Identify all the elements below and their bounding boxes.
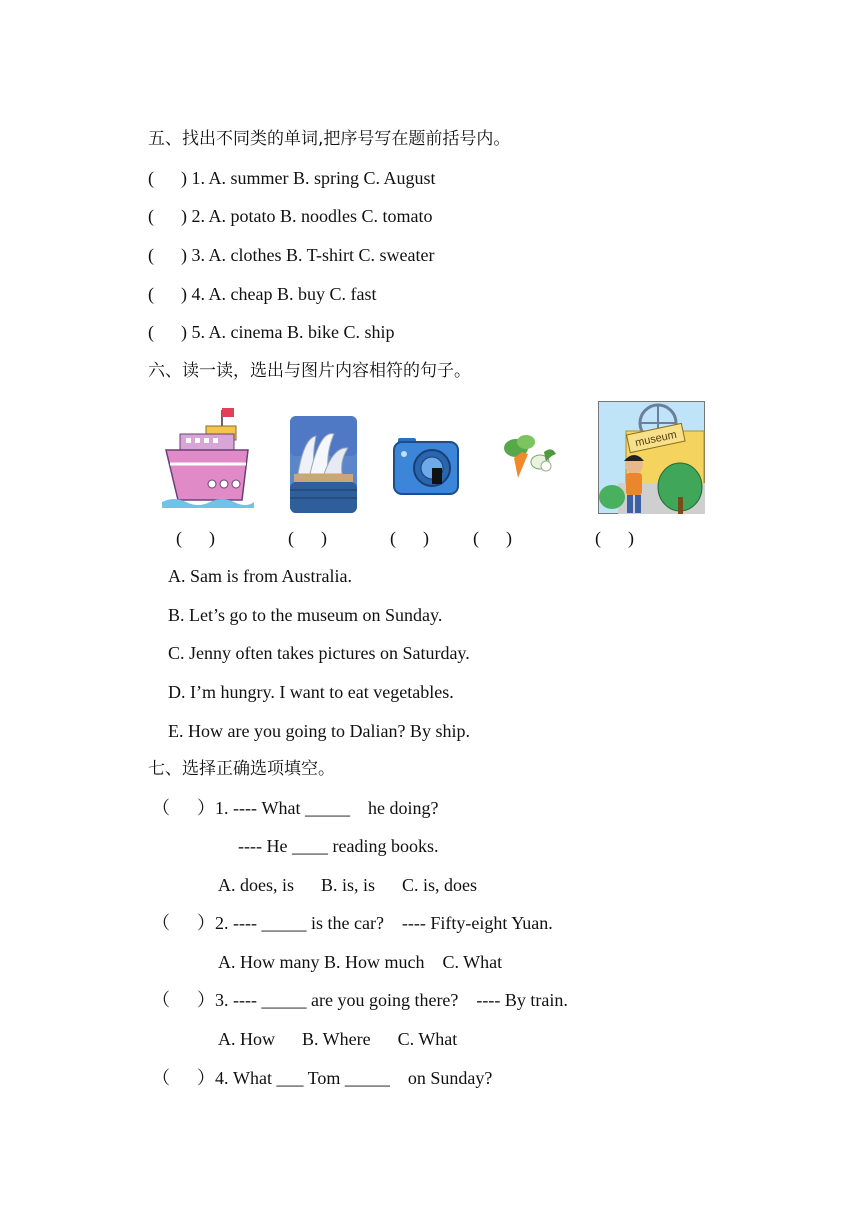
picture-2-answer-blank[interactable]: ( ) xyxy=(288,528,327,548)
section5-item-4: ( ) 4. A. cheap B. buy C. fast xyxy=(148,284,377,304)
section7-heading: 七、选择正确选项填空。 xyxy=(148,759,335,779)
section7-q2-options: A. How many B. How much C. What xyxy=(218,952,503,972)
ship-icon xyxy=(162,404,254,514)
vegetables-icon xyxy=(500,432,558,480)
section7-q4-line1: （ ）4. What ___ Tom _____ on Sunday? xyxy=(152,1068,493,1088)
sydney-opera-house-icon xyxy=(290,416,357,513)
section7-q1-line1: （ ）1. ---- What _____ he doing? xyxy=(152,798,439,818)
section5-item-1: ( ) 1. A. summer B. spring C. August xyxy=(148,168,436,188)
section5-item-5: ( ) 5. A. cinema B. bike C. ship xyxy=(148,322,395,342)
section7-q3-line1: （ ）3. ---- _____ are you going there? ---- By train. xyxy=(152,990,568,1010)
section7-q2-line1: （ ）2. ---- _____ is the car? ---- Fifty-eight Yuan. xyxy=(152,913,553,933)
section6-option-a: A. Sam is from Australia. xyxy=(168,566,352,586)
section6-option-d: D. I’m hungry. I want to eat vegetables. xyxy=(168,682,454,702)
section6-option-e: E. How are you going to Dalian? By ship. xyxy=(168,721,470,741)
section6-heading: 六、读一读，选出与图片内容相符的句子。 xyxy=(148,361,471,381)
museum-sign-text: museum xyxy=(634,428,678,450)
section6-option-c: C. Jenny often takes pictures on Saturday. xyxy=(168,643,470,663)
section7-q1-line2: ---- He ____ reading books. xyxy=(238,836,439,856)
section6-option-b: B. Let’s go to the museum on Sunday. xyxy=(168,605,443,625)
section7-q3-options: A. How B. Where C. What xyxy=(218,1029,458,1049)
picture-3-answer-blank[interactable]: ( ) xyxy=(390,528,429,548)
camera-icon xyxy=(392,428,460,498)
section7-q1-options: A. does, is B. is, is C. is, does xyxy=(218,875,478,895)
picture-1-answer-blank[interactable]: ( ) xyxy=(176,528,215,548)
section5-item-3: ( ) 3. A. clothes B. T-shirt C. sweater xyxy=(148,245,435,265)
picture-4-answer-blank[interactable]: ( ) xyxy=(473,528,512,548)
section5-heading: 五、找出不同类的单词,把序号写在题前括号内。 xyxy=(148,129,511,149)
picture-5-answer-blank[interactable]: ( ) xyxy=(595,528,634,548)
section5-item-2: ( ) 2. A. potato B. noodles C. tomato xyxy=(148,206,433,226)
museum-icon xyxy=(598,401,705,514)
